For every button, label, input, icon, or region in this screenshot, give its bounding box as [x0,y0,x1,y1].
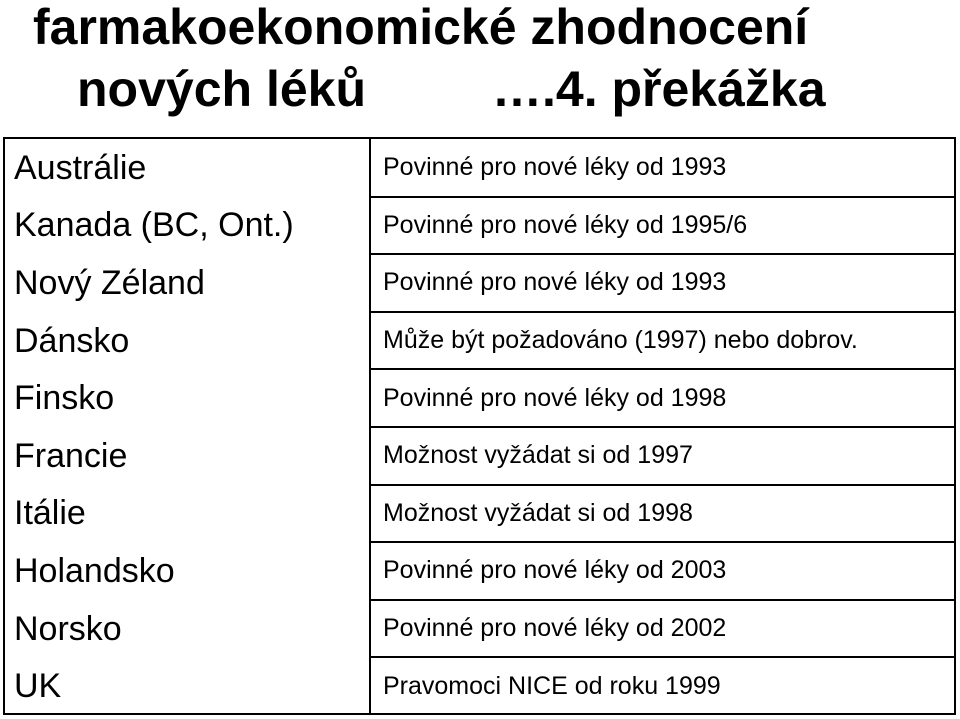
table-row [5,197,954,255]
table-row [5,312,954,370]
slide-title-line-2-right: ….4. překážka [492,61,826,117]
requirement-cell: Povinné pro nové léky od 1993 [370,139,954,197]
country-cell: Kanada (BC, Ont.) [14,206,294,245]
table-row [5,369,954,427]
country-cell: Holandsko [14,551,175,590]
requirement-cell: Možnost vyžádat si od 1998 [370,485,954,543]
slide-title-line-1: farmakoekonomické zhodnocení [33,0,809,55]
requirement-cell: Povinné pro nové léky od 1995/6 [370,197,954,255]
table-row [5,600,954,658]
requirements-table-grid [5,139,954,715]
country-cell: Francie [14,436,128,475]
country-requirements-table [3,137,956,715]
requirement-cell: Může být požadováno (1997) nebo dobrov. [370,312,954,370]
table-row [5,139,954,197]
country-cell: Norsko [14,609,122,648]
slide-title-line-2-left: nových léků [77,61,366,117]
country-cell: Finsko [14,379,115,418]
table-row [5,542,954,600]
table-row [5,485,954,543]
table-row [5,254,954,312]
requirement-cell: Pravomoci NICE od roku 1999 [370,657,954,715]
requirement-cell: Povinné pro nové léky od 1993 [370,254,954,312]
requirement-cell: Povinné pro nové léky od 2003 [370,542,954,600]
country-cell: Austrálie [14,148,147,187]
country-cell: Nový Zéland [14,263,205,302]
table-row [5,427,954,485]
requirement-cell: Povinné pro nové léky od 1998 [370,369,954,427]
table-row [5,657,954,715]
requirement-cell: Povinné pro nové léky od 2002 [370,600,954,658]
requirement-cell: Možnost vyžádat si od 1997 [370,427,954,485]
country-cell: UK [14,667,62,706]
country-cell: Itálie [14,494,86,533]
country-cell: Dánsko [14,321,130,360]
